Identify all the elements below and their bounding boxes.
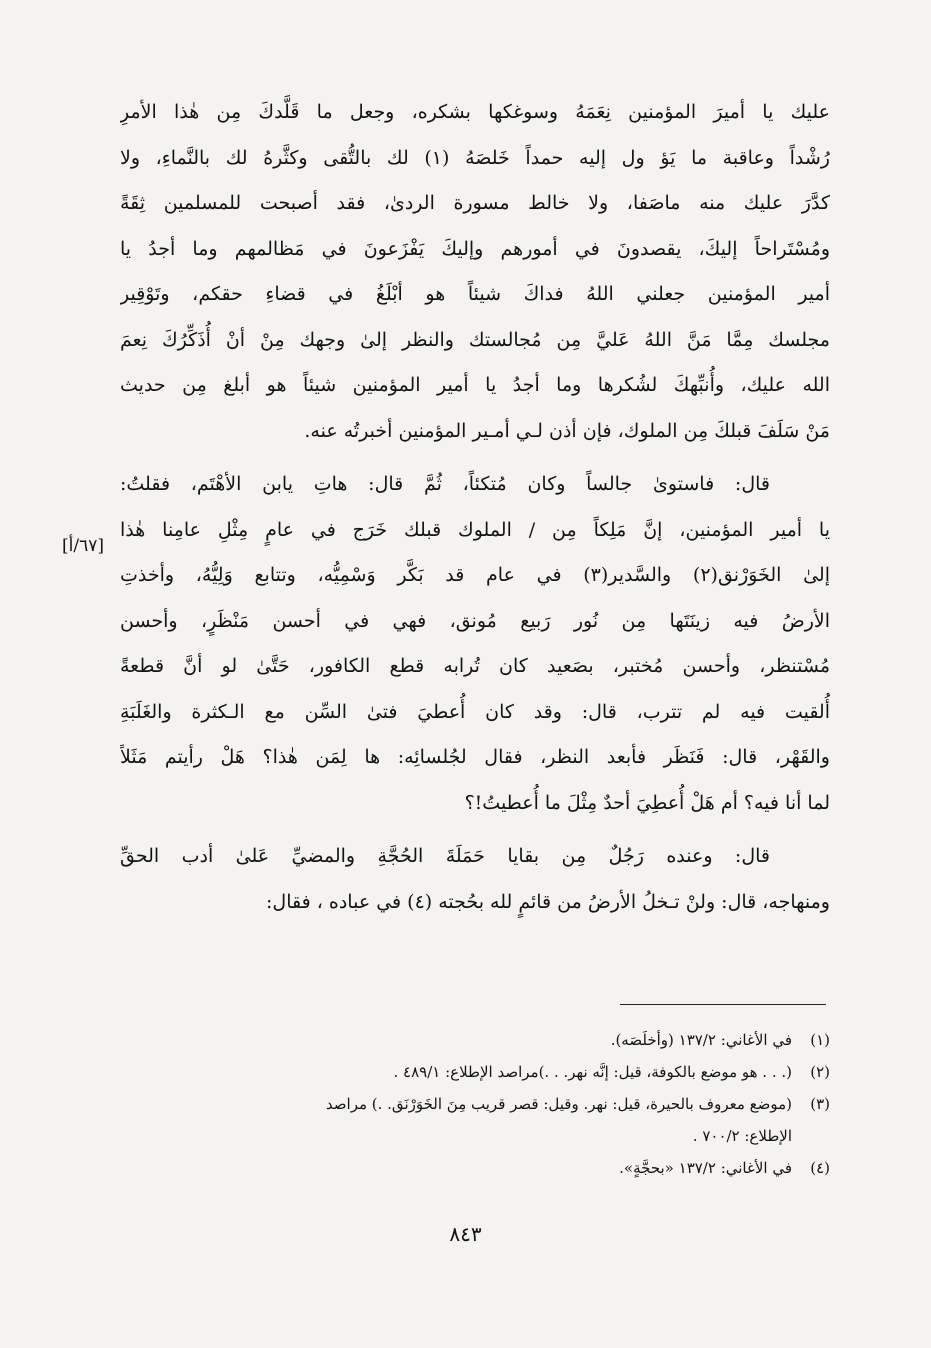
footnote-text xyxy=(118,1152,792,1184)
text-line: إلىٰ الخَوَرْنق(٢) والسَّدير(٣) في عام قد بَكَّر وَسْمِيُّه، وتتابع وَلِيُّهُ، وأخذتِ xyxy=(120,564,830,586)
footnote xyxy=(118,1088,830,1152)
text-line: مُسْتنظر، وأحسن مُختبر، بصَعيد كان تُرابه قطع الكافور، حَتَّىٰ لو أنَّ قطعةً xyxy=(120,655,830,677)
text-line: مجلسك مِمَّا مَنَّ اللهُ عَليَّ مِن مُجالستك والنظر إلىٰ وجهك مِنْ أنْ أُذَكِّرُكَ نِعمَ xyxy=(120,328,830,351)
footnote xyxy=(118,1056,830,1088)
footnote-line: (. . . هو موضع بالكوفة، قيل: إنَّه نهر. . .)مراصد الإطلاع: ٤٨٩/١ . xyxy=(393,1063,792,1081)
footnote-number: (٢) xyxy=(810,1063,830,1081)
text-line: عليك يا أميرَ المؤمنين نِعَمَهُ وسوغكها بشكره، وجعل ما قَلَّدكَ مِن هٰذا الأمرِ xyxy=(120,101,830,123)
footnote-number: (١) xyxy=(810,1031,830,1049)
text-line: لما أنا فيه؟ أم هَلْ أُعطِيَ أحدٌ مِثْلَ ما أُعطيتُ!؟ xyxy=(464,791,830,814)
footnote-text xyxy=(118,1088,792,1152)
footnote-number: (٣) xyxy=(810,1095,830,1113)
paragraph-1 xyxy=(120,90,830,454)
page-number: ٨٤٣ xyxy=(449,1222,482,1246)
paragraph-2 xyxy=(120,462,830,826)
footnote-line: في الأغاني: ١٣٧/٢ (وأخلَصَه). xyxy=(610,1031,792,1049)
footnote-text xyxy=(118,1024,792,1056)
text-line: والقَهْر، قال: فَنَظَر فأبعد النظر، فقال لجُلسائِه: ها لِمَن هٰذا؟ هَلْ رأيتم مَثَلاً xyxy=(120,746,830,768)
paragraph-3 xyxy=(120,834,830,925)
footnote-number: (٤) xyxy=(810,1159,830,1177)
footnote xyxy=(118,1152,830,1184)
text-line: ومنهاجه، قال: ولنْ تـخلُ الأرضُ من قائمٍ لله بحُجته (٤) في عباده ، فقال: xyxy=(265,890,830,913)
text-line: يا أمير المؤمنين، إنَّ مَلِكاً مِن / الملوك قبلك خَرَج في عامٍ مِثْلِ عامِنا هٰذا xyxy=(120,518,830,541)
text-line: رُشْداً وعاقبة ما يَؤ ول إليه حمداً خَلصَهُ (١) لك بالتُّقى وكثَّرهُ لك بالنَّماءِ، ولا xyxy=(120,146,830,169)
footnote-divider xyxy=(620,1004,826,1005)
text-line: أمير المؤمنين جعلني اللهُ فداكَ شيئاً هو أبْلَغُ في قضاءِ حقكم، وتَوْقِير xyxy=(120,283,830,305)
footnote-line: في الأغاني: ١٣٧/٢ «بحجَّةٍ». xyxy=(619,1159,792,1177)
text-line: الأرضُ فيه زينَتَها مِن نُور رَبيع مُونق، فهي في أحسن مَنْظَرٍ، وأحسن xyxy=(120,609,830,632)
footnote-line: (موضع معروف بالحيرة، قيل: نهر. وقيل: قصر قريب مِنَ الخَوَرْنَق. .) مراصد xyxy=(325,1095,792,1113)
text-line: الله عليك، وأُنبِّهكَ لشُكرها وما أجدُ يا أمير المؤمنين شيئاً هو أبلغ مِن حديث xyxy=(120,374,830,396)
footnote xyxy=(118,1024,830,1056)
text-line: قال: فاستوىٰ جالساً وكان مُتكئاً، ثُمَّ قال: هاتِ يابن الأهْتَم، فقلتُ: xyxy=(120,473,770,495)
text-line: مَنْ سَلَفَ قبلكَ مِن الملوك، فإن أذن لـي أمـير المؤمنين أخبرتُه عنه. xyxy=(304,419,830,442)
footnote-line: الإطلاع: ٧٠٠/٢ . xyxy=(692,1127,792,1145)
main-text xyxy=(120,90,830,925)
text-line: أُلقيت فيه لم تترب، قال: وقد كان أُعطيَ فتىٰ السِّن مع الـكثرة والغَلَبَةِ xyxy=(120,700,830,723)
footnotes xyxy=(118,1024,830,1184)
footnote-text xyxy=(118,1056,792,1088)
text-line: كدَّرَ عليك منه ماصَفا، ولا خالط مسورة الردىٰ، فقد أصبحت للمسلمين ثِقَةً xyxy=(120,192,830,214)
folio-margin-reference: [٦٧/أ] xyxy=(62,536,104,556)
text-line: قال: وعنده رَجُلٌ مِن بقايا حَمَلَةَ الحُجَّةِ والمضيِّ عَلىٰ أدب الحقِّ xyxy=(120,845,770,867)
text-line: ومُسْتَراحاً إليكَ، يقصدونَ في أمورهم وإليكَ يَفْزَعونَ في مَظالمهم وما أجدُ يا xyxy=(120,237,830,260)
